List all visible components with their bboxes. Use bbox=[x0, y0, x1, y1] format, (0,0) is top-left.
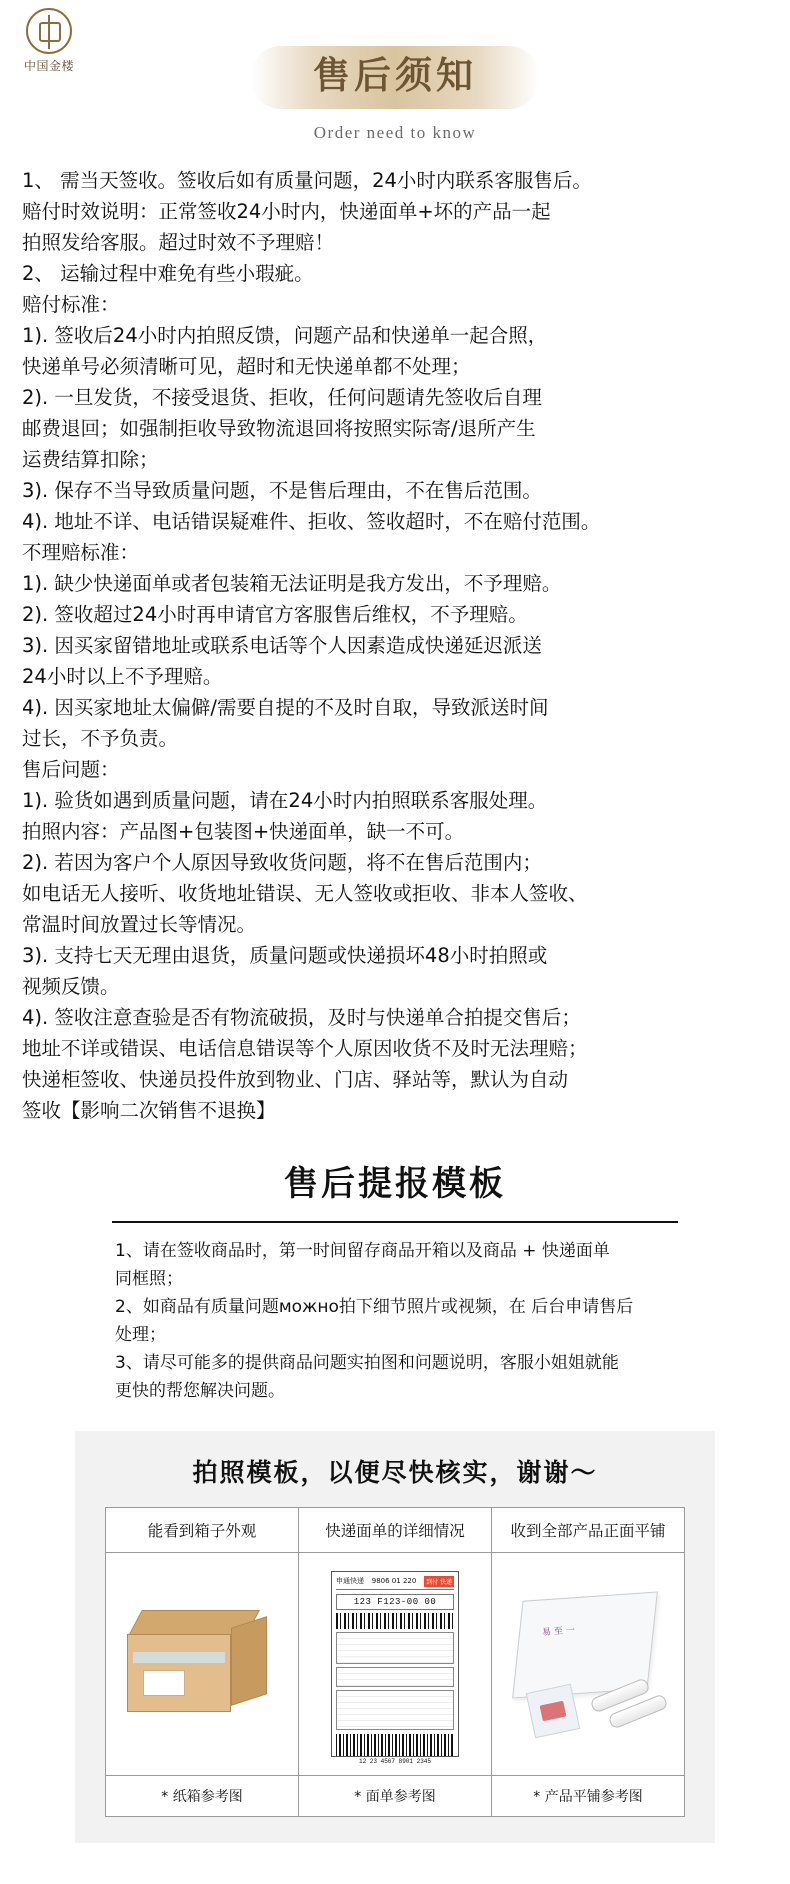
product-flatlay-icon bbox=[504, 1584, 672, 1744]
brand-logo-text: 中国金楼 bbox=[23, 59, 74, 73]
template-instruction-line: 更快的帮您解决问题。 bbox=[115, 1380, 285, 1401]
notice-line: 1、 需当天签收。签收后如有质量问题，24小时内联系客服售后。 bbox=[22, 168, 592, 192]
title-pill bbox=[251, 46, 539, 109]
waybill-brand: 申通快递 bbox=[336, 1577, 364, 1586]
photo-cell-flatlay bbox=[492, 1552, 685, 1775]
notice-line: 4). 地址不详、电话错误疑难件、拒收、签收超时，不在赔付范围。 bbox=[22, 509, 601, 533]
notice-line: 常温时间放置过长等情况。 bbox=[22, 912, 257, 936]
notice-line: 地址不详或错误、电话信息错误等个人原因收货不及时无法理赔； bbox=[22, 1036, 588, 1060]
carton-box-icon bbox=[127, 1604, 277, 1724]
notice-line: 售后问题： bbox=[22, 757, 120, 781]
page-title: 售后须知 bbox=[313, 54, 477, 97]
notice-line: 1). 签收后24小时内拍照反馈，问题产品和快递单一起合照， bbox=[22, 323, 548, 347]
notice-line: 视频反馈。 bbox=[22, 974, 120, 998]
template-instruction-line: 同框照； bbox=[115, 1268, 183, 1289]
photo-header-box: 能看到箱子外观 bbox=[106, 1507, 299, 1552]
waybill-icon bbox=[331, 1571, 459, 1765]
waybill-number: 123 F123-00 00 bbox=[336, 1594, 454, 1610]
gold-ring-logo-icon bbox=[26, 8, 72, 54]
template-divider bbox=[112, 1221, 678, 1223]
template-instructions bbox=[115, 1237, 675, 1405]
flatlay-logo-text: 易 至 一 bbox=[541, 1625, 576, 1638]
photo-footer-flatlay: * 产品平铺参考图 bbox=[492, 1775, 685, 1816]
notice-line: 2). 若因为客户个人原因导致收货问题，将不在售后范围内； bbox=[22, 850, 542, 874]
waybill-barcode-icon bbox=[336, 1613, 454, 1629]
notice-line: 1). 缺少快递面单或者包装箱无法证明是我方发出，不予理赔。 bbox=[22, 571, 562, 595]
notice-line: 2). 签收超过24小时再申请官方客服售后维权，不予理赔。 bbox=[22, 602, 528, 626]
notice-line: 1). 验货如遇到质量问题，请在24小时内拍照联系客服处理。 bbox=[22, 788, 548, 812]
photo-header-flatlay: 收到全部产品正面平铺 bbox=[492, 1507, 685, 1552]
page-header bbox=[0, 0, 790, 143]
photo-cell-box bbox=[106, 1552, 299, 1775]
notice-line: 不理赔标准： bbox=[22, 540, 140, 564]
notice-line: 快递柜签收、快递员投件放到物业、门店、驿站等，默认为自动 bbox=[22, 1067, 569, 1091]
template-instruction-line: 处理； bbox=[115, 1324, 166, 1345]
waybill-code-small: 9806 01 220 bbox=[371, 1577, 417, 1586]
brand-logo bbox=[10, 8, 88, 74]
photo-cell-waybill bbox=[299, 1552, 492, 1775]
waybill-footer-code: 12 23 4567 8901 2345 bbox=[358, 1757, 431, 1765]
notice-line: 签收【影响二次销售不退换】 bbox=[22, 1098, 276, 1122]
notice-line: 过长，不予负责。 bbox=[22, 726, 179, 750]
notice-line: 2、 运输过程中难免有些小瑕疵。 bbox=[22, 261, 314, 285]
notice-line: 快递单号必须清晰可见，超时和无快递单都不处理； bbox=[22, 354, 471, 378]
notice-line: 4). 因买家地址太偏僻/需要自提的不及时自取，导致派送时间 bbox=[22, 695, 549, 719]
notice-line: 2). 一旦发货，不接受退货、拒收，任何问题请先签收后自理 bbox=[22, 385, 542, 409]
notice-line: 24小时以上不予理赔。 bbox=[22, 664, 223, 688]
waybill-field-block bbox=[336, 1667, 454, 1687]
waybill-field-block bbox=[336, 1632, 454, 1664]
notice-body bbox=[22, 165, 768, 1126]
notice-line: 3). 支持七天无理由退货，质量问题或快递损坏48小时拍照或 bbox=[22, 943, 548, 967]
photo-reference-table bbox=[105, 1507, 685, 1817]
template-instruction-line: 3、请尽可能多的提供商品问题实拍图和问题说明，客服小姐姐就能 bbox=[115, 1352, 619, 1373]
template-section-title: 售后提报模板 bbox=[284, 1163, 506, 1204]
photo-footer-box: * 纸箱参考图 bbox=[106, 1775, 299, 1816]
notice-line: 如电话无人接听、收货地址错误、无人签收或拒收、非本人签收、 bbox=[22, 881, 588, 905]
notice-line: 运费结算扣除； bbox=[22, 447, 159, 471]
notice-line: 3). 保存不当导致质量问题，不是售后理由，不在售后范围。 bbox=[22, 478, 542, 502]
notice-line: 赔付标准： bbox=[22, 292, 120, 316]
waybill-field-block bbox=[336, 1690, 454, 1730]
photo-card-title: 拍照模板，以便尽快核实，谢谢～ bbox=[192, 1457, 598, 1487]
notice-line: 3). 因买家留错地址或联系电话等个人因素造成快递延迟派送 bbox=[22, 633, 542, 657]
notice-line: 4). 签收注意查验是否有物流破损，及时与快递单合拍提交售后； bbox=[22, 1005, 581, 1029]
template-instruction-line: 1、请在签收商品时，第一时间留存商品开箱以及商品 + 快递面单 bbox=[115, 1240, 610, 1261]
photo-template-card bbox=[75, 1431, 715, 1843]
table-row-headers bbox=[106, 1507, 685, 1552]
notice-line: 邮费退回；如强制拒收导致物流退回将按照实际寄/退所产生 bbox=[22, 416, 536, 440]
photo-header-waybill: 快递面单的详细情况 bbox=[299, 1507, 492, 1552]
notice-line: 拍照发给客服。超过时效不予理赔！ bbox=[22, 230, 335, 254]
table-row-footers bbox=[106, 1775, 685, 1816]
notice-line: 拍照内容：产品图+包装图+快递面单，缺一不可。 bbox=[22, 819, 465, 843]
template-instruction-line: 2、如商品有质量问题можно拍下细节照片或视频，在 后台申请售后 bbox=[115, 1296, 634, 1317]
waybill-barcode-bottom-icon bbox=[336, 1734, 454, 1756]
table-row-images bbox=[106, 1552, 685, 1775]
photo-footer-waybill: * 面单参考图 bbox=[299, 1775, 492, 1816]
page-subtitle: Order need to know bbox=[313, 122, 477, 142]
waybill-tag: 到付 快递 bbox=[424, 1576, 454, 1587]
notice-line: 赔付时效说明：正常签收24小时内，快递面单+坏的产品一起 bbox=[22, 199, 551, 223]
